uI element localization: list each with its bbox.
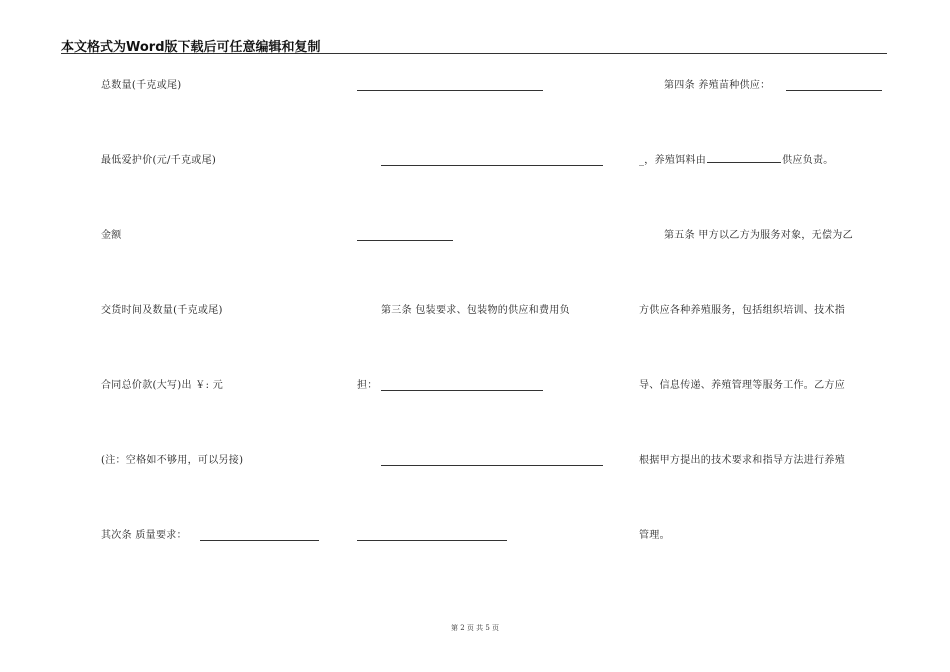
feed-supply-text-start: _，养殖饵料由 xyxy=(639,155,707,166)
article-three-packaging-text: 第三条 包装要求、包装物的供应和费用负 xyxy=(381,305,570,316)
feed-supply-text-end: 供应负责。 xyxy=(782,155,834,166)
blank-line-5 xyxy=(381,465,603,466)
page-number: 第 2 页 共 5 页 xyxy=(450,624,500,632)
contract-total-price-label: 合同总价款(大写)出 ￥: 元 xyxy=(101,380,224,391)
quality-requirements-blank xyxy=(200,540,319,541)
feed-supplier-blank xyxy=(707,161,781,163)
article-three-continuation-text: 担： xyxy=(357,380,378,391)
blank-line-1 xyxy=(357,90,543,91)
feed-supply-text xyxy=(639,155,834,167)
header-divider xyxy=(61,53,887,54)
delivery-time-quantity-label: 交货时间及数量(千克或尾) xyxy=(101,305,223,316)
article-five-text: 第五条 甲方以乙方为服务对象，无偿为乙 xyxy=(664,230,853,241)
article-five-line-4: 根据甲方提出的技术要求和指导方法进行养殖 xyxy=(639,455,845,466)
seedling-supply-blank xyxy=(786,90,882,91)
article-four-seedling-supply-text: 第四条 养殖苗种供应： xyxy=(664,80,771,91)
article-five-line-2: 方供应各种养殖服务，包括组织培训、技术指 xyxy=(639,305,845,316)
blank-line-6 xyxy=(357,540,507,541)
blank-line-3 xyxy=(357,240,453,241)
amount-label: 金额 xyxy=(101,230,122,241)
article-five-line-3: 导、信息传递、养殖管理等服务工作。乙方应 xyxy=(639,380,845,391)
article-five-line-5: 管理。 xyxy=(639,530,670,541)
total-quantity-label: 总数量(千克或尾) xyxy=(101,80,182,91)
quality-requirements-label: 其次条 质量要求： xyxy=(101,530,187,541)
minimum-protection-price-label: 最低爱护价(元/千克或尾) xyxy=(101,155,217,166)
note-text: (注：空格如不够用，可以另接) xyxy=(101,455,244,466)
document-header-title: 本文格式为Word版下载后可任意编辑和复制 xyxy=(61,40,321,55)
blank-line-2 xyxy=(381,165,603,166)
blank-line-4 xyxy=(381,390,543,391)
